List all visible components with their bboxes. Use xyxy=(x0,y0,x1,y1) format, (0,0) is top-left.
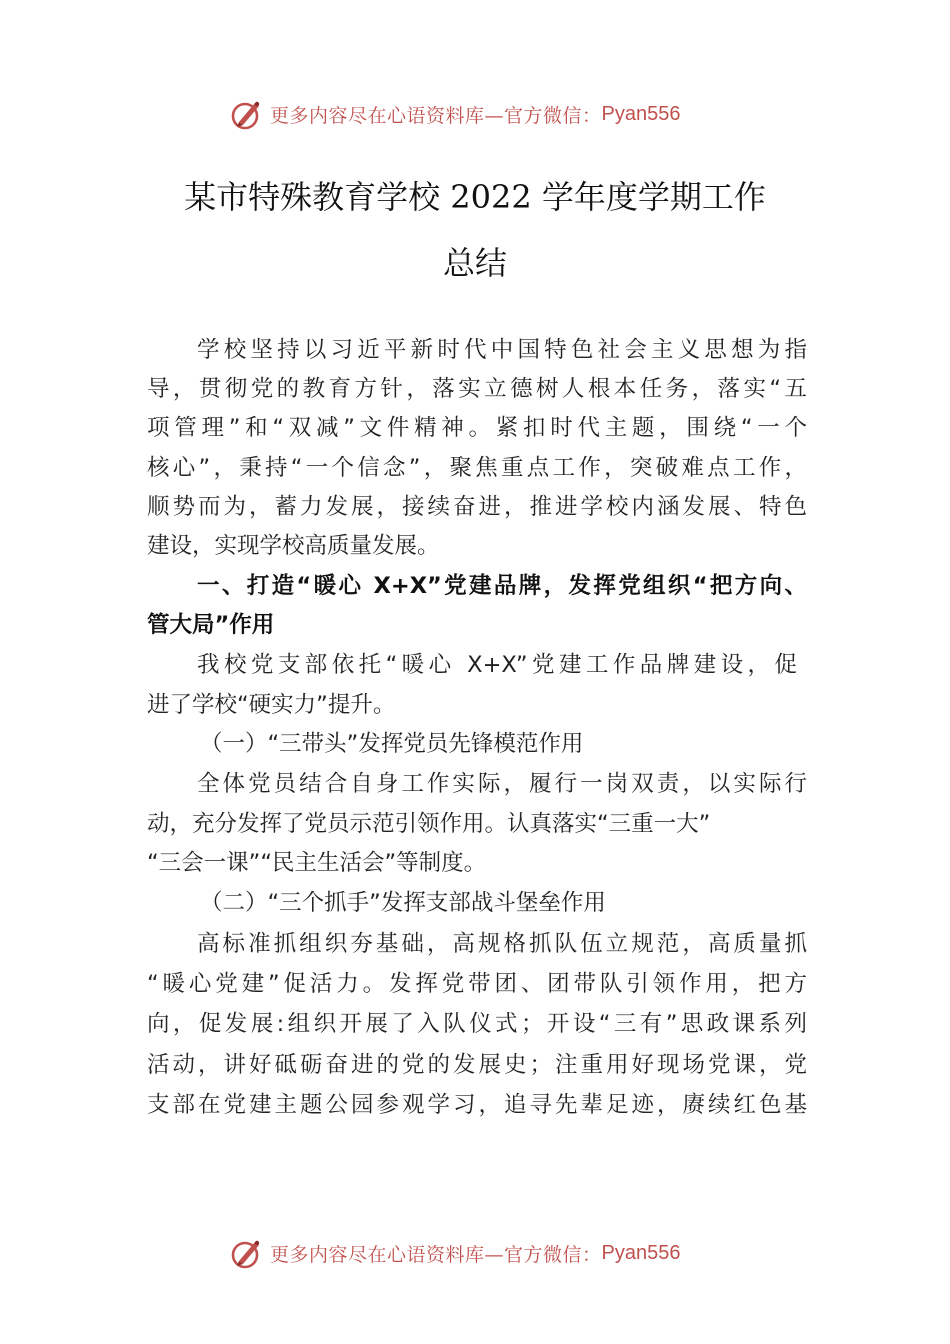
body-line: 核心”，秉持“一个信念”，聚焦重点工作，突破难点工作， xyxy=(147,455,807,481)
document-title-line-2: 总结 xyxy=(442,244,507,282)
body-line: 动，充分发挥了党员示范引领作用。认真落实“三重一大” xyxy=(147,811,711,837)
banner-wechat-id: Pyan556 xyxy=(601,1241,681,1264)
body-line: 我校党支部依托“暖心 X+X”党建工作品牌建设，促 xyxy=(197,652,797,678)
footer-banner xyxy=(230,1235,750,1271)
body-line: 项管理”和“双减”文件精神。紧扣时代主题，围绕“一个 xyxy=(147,415,807,441)
banner-wechat-id: Pyan556 xyxy=(601,102,681,125)
body-line: 顺势而为，蓄力发展，接续奋进，推进学校内涵发展、特色 xyxy=(147,494,807,520)
pen-logo-icon xyxy=(230,1236,264,1270)
section-heading-1-cont: 管大局”作用 xyxy=(147,612,275,638)
body-line: 支部在党建主题公园参观学习，追寻先辈足迹，赓续红色基 xyxy=(147,1092,807,1118)
body-line: 高标准抓组织夯基础，高规格抓队伍立规范，高质量抓 xyxy=(197,931,807,957)
subsection-heading-1: （一）“三带头”发挥党员先锋模范作用 xyxy=(200,731,584,757)
body-line: 向，促发展:组织开展了入队仪式；开设“三有”思政课系列 xyxy=(147,1011,807,1037)
body-line: 导，贯彻党的教育方针，落实立德树人根本任务，落实“五 xyxy=(147,376,807,402)
subsection-heading-2: （二）“三个抓手”发挥支部战斗堡垒作用 xyxy=(200,890,606,916)
body-line: 学校坚持以习近平新时代中国特色社会主义思想为指 xyxy=(197,337,807,363)
body-line: “三会一课”“民主生活会”等制度。 xyxy=(147,850,487,876)
body-line: 进了学校“硬实力”提升。 xyxy=(147,692,396,718)
document-title-line-1: 某市特殊教育学校 2022 学年度学期工作 xyxy=(184,178,766,216)
banner-text: 更多内容尽在心语资料库—官方微信： xyxy=(270,1243,602,1266)
body-line: 建设，实现学校高质量发展。 xyxy=(147,533,440,559)
body-line: “暖心党建”促活力。发挥党带团、团带队引领作用，把方 xyxy=(147,971,807,997)
banner-text: 更多内容尽在心语资料库—官方微信： xyxy=(270,104,602,127)
pen-logo-icon xyxy=(230,97,264,131)
body-line: 活动，讲好砥砺奋进的党的发展史；注重用好现场党课，党 xyxy=(147,1052,807,1078)
body-line: 全体党员结合自身工作实际，履行一岗双责，以实际行 xyxy=(197,771,807,797)
section-heading-1: 一、打造“暖心 X+X”党建品牌，发挥党组织“把方向、 xyxy=(197,573,807,599)
header-banner xyxy=(230,96,750,132)
